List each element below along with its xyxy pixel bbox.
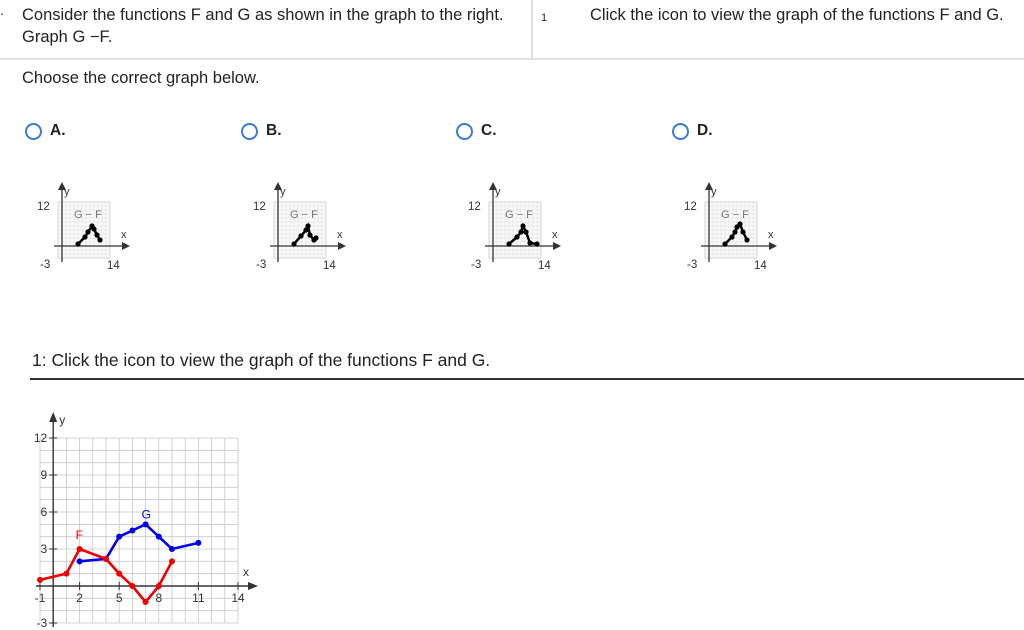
mini-y-min: -3 [256, 259, 267, 271]
series-F-point [169, 558, 175, 564]
mini-y-max: 12 [468, 201, 481, 213]
mini-point [722, 241, 727, 246]
x-tick-label: 11 [192, 591, 205, 605]
x-axis-arrow [248, 582, 258, 590]
x-tick-label: 14 [231, 591, 245, 605]
y-axis-label: y [59, 413, 66, 427]
x-axis-label: x [243, 565, 249, 579]
mini-y-max: 12 [37, 201, 50, 213]
mini-point [75, 241, 80, 246]
mini-point [94, 232, 99, 237]
mini-point [97, 237, 102, 242]
option-d-radio[interactable] [672, 123, 689, 140]
series-F-point [37, 577, 43, 583]
x-tick-label: 2 [76, 591, 83, 605]
option-c-graph[interactable] [461, 180, 611, 280]
series-F-point [77, 546, 83, 552]
mini-point [291, 241, 296, 246]
mini-point [744, 237, 749, 242]
series-F-point [156, 583, 162, 589]
mini-point [732, 229, 737, 234]
series-F-point [129, 583, 135, 589]
mini-point [534, 241, 539, 246]
series-G-point [169, 546, 175, 552]
option-c-label: C. [481, 122, 497, 139]
footnote-marker[interactable]: 1 [541, 12, 548, 24]
option-d[interactable] [672, 122, 713, 140]
mini-point [298, 233, 303, 238]
series-G-point [143, 521, 149, 527]
series-F-point [103, 556, 109, 562]
mini-x-label: x [768, 229, 774, 241]
mini-x-max: 14 [538, 260, 551, 272]
mini-point [737, 221, 742, 226]
series-F-point [143, 599, 149, 605]
x-tick-label: 8 [155, 591, 163, 605]
mini-point [91, 226, 96, 231]
option-d-graph[interactable] [677, 180, 827, 280]
series-G-point [195, 540, 201, 546]
mini-point [313, 235, 318, 240]
series-G-point [116, 534, 122, 540]
option-d-label: D. [697, 122, 713, 139]
option-b[interactable] [241, 122, 282, 140]
mini-x-label: x [121, 229, 127, 241]
mini-y-min: -3 [40, 259, 51, 271]
header-divider [531, 0, 533, 58]
mini-y-label: y [64, 186, 70, 198]
mini-y-min: -3 [471, 259, 482, 271]
mini-graph-label: G − F [290, 209, 318, 221]
functions-graph [28, 405, 273, 630]
series-G-label: G [141, 507, 151, 522]
option-b-graph[interactable] [246, 180, 396, 280]
mini-graph-label: G − F [721, 209, 749, 221]
option-b-label: B. [266, 122, 282, 139]
mini-point [82, 234, 87, 239]
series-G-point [156, 534, 162, 540]
footnote-title: 1: Click the icon to view the graph of the functions F and G. [32, 350, 491, 370]
mini-point [520, 223, 525, 228]
mini-point [523, 229, 528, 234]
header-rule [0, 58, 1024, 60]
mini-point [740, 229, 745, 234]
answer-prompt: Choose the correct graph below. [22, 69, 260, 87]
mini-point [305, 223, 310, 228]
option-a-radio[interactable] [25, 123, 42, 140]
mini-point [527, 240, 532, 245]
option-c[interactable] [456, 122, 497, 140]
mini-point [85, 229, 90, 234]
mini-y-max: 12 [684, 201, 697, 213]
mini-graph-label: G − F [74, 209, 102, 221]
mini-y-label: y [280, 186, 286, 198]
mini-y-label: y [495, 186, 501, 198]
hint-text: Click the icon to view the graph of the functions F and G. [590, 6, 1004, 24]
option-c-radio[interactable] [456, 123, 473, 140]
mini-y-max: 12 [253, 201, 266, 213]
y-tick-label: 6 [40, 505, 48, 519]
y-tick-label: 12 [33, 431, 48, 445]
mini-x-label: x [552, 229, 558, 241]
x-tick-label: -1 [34, 591, 46, 605]
mini-x-label: x [337, 229, 343, 241]
series-G-point [77, 558, 83, 564]
mini-x-max: 14 [323, 260, 336, 272]
mini-point [506, 241, 511, 246]
series-F-label: F [75, 528, 83, 542]
mini-point [518, 229, 523, 234]
y-tick-label: 3 [40, 542, 48, 556]
option-a-graph[interactable] [30, 180, 180, 280]
y-axis-arrow [49, 412, 57, 422]
y-tick-label: 9 [40, 468, 48, 482]
option-b-radio[interactable] [241, 123, 258, 140]
mini-point [514, 234, 519, 239]
option-a-label: A. [50, 122, 66, 139]
mini-y-label: y [711, 186, 717, 198]
series-F-point [63, 571, 69, 577]
y-tick-label: -3 [36, 616, 48, 630]
x-tick-label: 5 [115, 591, 123, 605]
footnote-rule [30, 378, 1024, 380]
graph-tick-labels [34, 431, 245, 630]
mini-x-max: 14 [754, 260, 767, 272]
series-G-point [129, 528, 135, 534]
question-text: Consider the functions F and G as shown in the graph to the right. Graph G −F. [22, 6, 504, 46]
question-bullet: . [0, 2, 4, 18]
mini-point [307, 232, 312, 237]
mini-x-max: 14 [107, 260, 120, 272]
series-F-point [116, 571, 122, 577]
mini-y-min: -3 [687, 259, 698, 271]
mini-graph-label: G − F [505, 209, 533, 221]
mini-point [729, 234, 734, 239]
option-a[interactable] [25, 122, 66, 140]
